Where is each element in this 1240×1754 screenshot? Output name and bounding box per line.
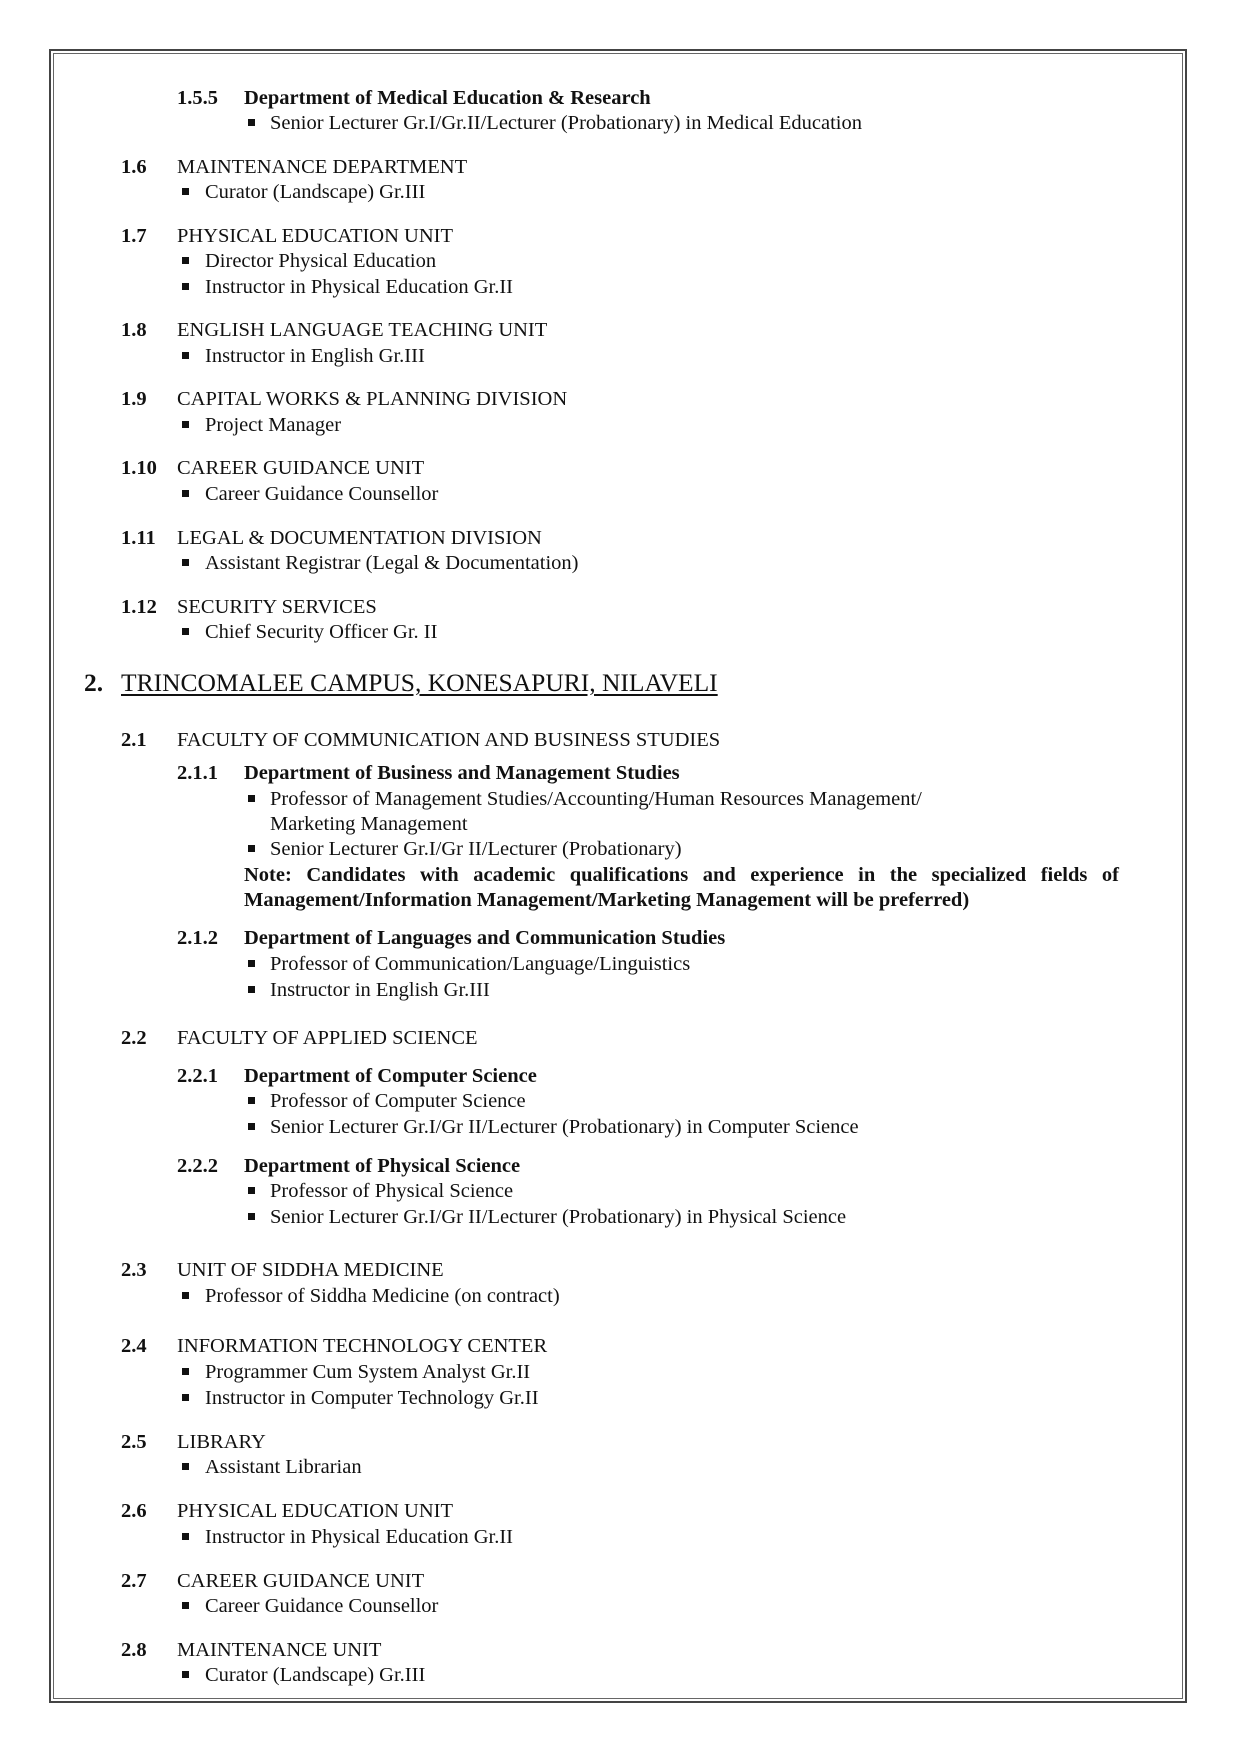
- list-item: Instructor in Computer Technology Gr.II: [205, 1387, 539, 1409]
- department-title: Department of Medical Education & Research: [244, 87, 651, 109]
- section-number: 2.4: [121, 1335, 147, 1357]
- bullet-icon: [182, 1463, 189, 1470]
- section-number: 2.2: [121, 1027, 147, 1049]
- bullet-icon: [182, 1533, 189, 1540]
- section-number: 1.7: [121, 225, 147, 247]
- section-number: 2.2.2: [177, 1155, 218, 1177]
- section-title: SECURITY SERVICES: [177, 596, 377, 618]
- list-item: Assistant Registrar (Legal & Documentation): [205, 552, 579, 574]
- bullet-icon: [248, 1213, 255, 1220]
- list-item: Instructor in Physical Education Gr.II: [205, 276, 514, 298]
- section-title: MAINTENANCE DEPARTMENT: [177, 156, 468, 178]
- bullet-icon: [182, 1394, 189, 1401]
- section-number: 2.1: [121, 729, 147, 751]
- section-number: 1.10: [121, 457, 157, 479]
- bullet-icon: [182, 283, 189, 290]
- list-item: Project Manager: [205, 414, 342, 436]
- bullet-icon: [248, 795, 255, 802]
- list-item: Professor of Siddha Medicine (on contract): [205, 1285, 560, 1307]
- bullet-icon: [248, 119, 255, 126]
- list-item: Assistant Librarian: [205, 1456, 362, 1478]
- list-item: Senior Lecturer Gr.I/Gr II/Lecturer (Probationary) in Computer Science: [270, 1116, 859, 1138]
- section-title: INFORMATION TECHNOLOGY CENTER: [177, 1335, 548, 1357]
- chapter-number: 2.: [84, 668, 104, 697]
- list-item: Senior Lecturer Gr.I/Gr II/Lecturer (Probationary): [270, 838, 682, 860]
- section-number: 1.11: [121, 527, 156, 549]
- bullet-icon: [182, 352, 189, 359]
- section-number: 2.2.1: [177, 1065, 218, 1087]
- chapter-title: TRINCOMALEE CAMPUS, KONESAPURI, NILAVELI: [121, 668, 718, 697]
- list-item: Professor of Computer Science: [270, 1090, 526, 1112]
- list-item: Programmer Cum System Analyst Gr.II: [205, 1361, 531, 1383]
- department-title: Department of Physical Science: [244, 1155, 521, 1177]
- bullet-icon: [182, 1292, 189, 1299]
- list-item: Senior Lecturer Gr.I/Gr II/Lecturer (Probationary) in Physical Science: [270, 1206, 847, 1228]
- section-number: 2.8: [121, 1639, 147, 1661]
- bullet-icon: [182, 490, 189, 497]
- bullet-icon: [248, 1097, 255, 1104]
- list-item: Professor of Management Studies/Accounting/Human Resources Management/: [270, 788, 922, 810]
- section-number: 2.6: [121, 1500, 147, 1522]
- bullet-icon: [182, 628, 189, 635]
- list-item: Instructor in Physical Education Gr.II: [205, 1526, 514, 1548]
- section-number: 2.1.2: [177, 927, 218, 949]
- list-item: Curator (Landscape) Gr.III: [205, 181, 426, 203]
- list-item: Career Guidance Counsellor: [205, 483, 439, 505]
- section-number: 1.12: [121, 596, 157, 618]
- section-number: 1.5.5: [177, 87, 218, 109]
- section-number: 2.7: [121, 1570, 147, 1592]
- bullet-icon: [182, 257, 189, 264]
- section-number: 1.8: [121, 319, 147, 341]
- department-title: Department of Business and Management Studies: [244, 762, 680, 784]
- section-title: CAPITAL WORKS & PLANNING DIVISION: [177, 388, 568, 410]
- bullet-icon: [182, 421, 189, 428]
- bullet-icon: [248, 960, 255, 967]
- section-title: CAREER GUIDANCE UNIT: [177, 457, 425, 479]
- section-number: 2.5: [121, 1431, 147, 1453]
- section-title: FACULTY OF COMMUNICATION AND BUSINESS STUDIES: [177, 729, 721, 751]
- list-item: Instructor in English Gr.III: [270, 979, 490, 1001]
- section-number: 2.1.1: [177, 762, 218, 784]
- list-item: Director Physical Education: [205, 250, 437, 272]
- list-item: Chief Security Officer Gr. II: [205, 621, 438, 643]
- bullet-icon: [248, 845, 255, 852]
- list-item: Instructor in English Gr.III: [205, 345, 425, 367]
- section-number: 1.9: [121, 388, 147, 410]
- note-text: Note: Candidates with academic qualifications and experience in the specialized fields of Management/Information Management/Marketing Management will be preferred): [244, 864, 1119, 911]
- bullet-icon: [182, 188, 189, 195]
- bullet-icon: [248, 986, 255, 993]
- bullet-icon: [248, 1187, 255, 1194]
- bullet-icon: [248, 1123, 255, 1130]
- list-item: Professor of Physical Science: [270, 1180, 514, 1202]
- bullet-icon: [182, 1671, 189, 1678]
- list-item-continuation: Marketing Management: [270, 813, 468, 835]
- list-item: Curator (Landscape) Gr.III: [205, 1664, 426, 1686]
- section-title: LEGAL & DOCUMENTATION DIVISION: [177, 527, 542, 549]
- list-item: Senior Lecturer Gr.I/Gr.II/Lecturer (Probationary) in Medical Education: [270, 112, 862, 134]
- section-number: 2.3: [121, 1259, 147, 1281]
- section-title: UNIT OF SIDDHA MEDICINE: [177, 1259, 444, 1281]
- list-item: Professor of Communication/Language/Linguistics: [270, 953, 691, 975]
- department-title: Department of Computer Science: [244, 1065, 537, 1087]
- bullet-icon: [182, 1602, 189, 1609]
- section-title: CAREER GUIDANCE UNIT: [177, 1570, 425, 1592]
- bullet-icon: [182, 1368, 189, 1375]
- section-title: FACULTY OF APPLIED SCIENCE: [177, 1027, 478, 1049]
- bullet-icon: [182, 559, 189, 566]
- section-number: 1.6: [121, 156, 147, 178]
- list-item: Career Guidance Counsellor: [205, 1595, 439, 1617]
- section-title: ENGLISH LANGUAGE TEACHING UNIT: [177, 319, 548, 341]
- section-title: MAINTENANCE UNIT: [177, 1639, 382, 1661]
- section-title: PHYSICAL EDUCATION UNIT: [177, 1500, 453, 1522]
- department-title: Department of Languages and Communication Studies: [244, 927, 726, 949]
- section-title: PHYSICAL EDUCATION UNIT: [177, 225, 453, 247]
- section-title: LIBRARY: [177, 1431, 266, 1453]
